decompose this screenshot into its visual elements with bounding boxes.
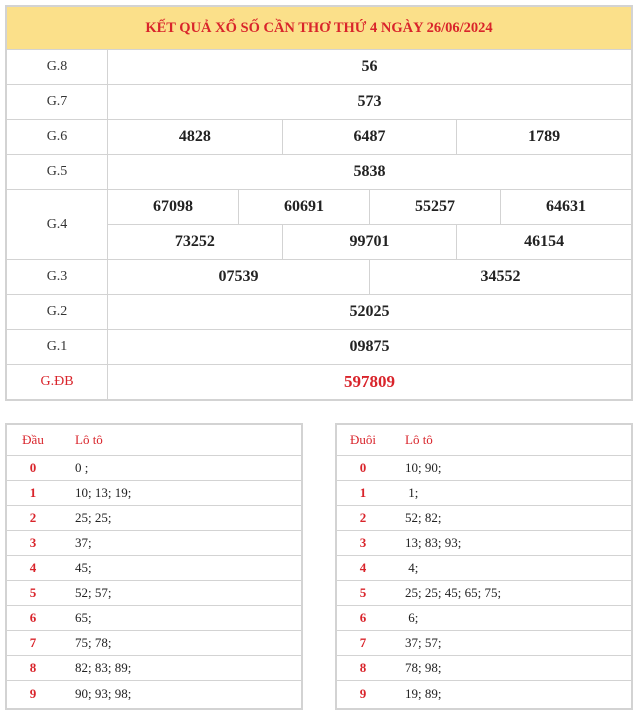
prize-row — [7, 190, 631, 260]
dau-numbers: 82; 83; 89; — [75, 660, 132, 675]
dau-numbers: 45; — [75, 560, 92, 575]
duoi-row — [337, 631, 631, 656]
prize-row — [7, 330, 631, 365]
prize-row — [7, 85, 631, 120]
dau-row — [7, 556, 301, 581]
prize-label: G.3 — [7, 260, 108, 294]
prize-values — [108, 85, 631, 119]
dau-numbers: 65; — [75, 610, 92, 625]
dau-digit: 6 — [29, 610, 37, 625]
prize-row — [7, 120, 631, 155]
duoi-digit: 0 — [359, 460, 367, 475]
prize-label: G.ĐB — [7, 365, 108, 399]
duoi-rows — [337, 456, 631, 706]
duoi-numbers: 78; 98; — [405, 660, 442, 675]
dau-header-row — [7, 425, 301, 456]
prize-label: G.4 — [7, 190, 108, 259]
prize-number: 73252 — [174, 233, 215, 250]
duoi-numbers: 37; 57; — [405, 635, 442, 650]
dau-row — [7, 631, 301, 656]
duoi-row — [337, 481, 631, 506]
prize-values — [108, 365, 631, 399]
prize-number: 67098 — [153, 198, 193, 215]
prize-number: 52025 — [349, 303, 390, 320]
dau-numbers: 25; 25; — [75, 510, 112, 525]
dau-row — [7, 656, 301, 681]
results-title: KẾT QUẢ XỔ SỐ CẦN THƠ THỨ 4 NGÀY 26/06/2024 — [7, 7, 631, 50]
dau-digit: 8 — [29, 660, 37, 675]
prize-number: 07539 — [218, 268, 259, 285]
prize-label: G.6 — [7, 120, 108, 154]
duoi-row — [337, 456, 631, 481]
prize-values — [108, 330, 631, 364]
prize-row — [7, 365, 631, 399]
prize-number: 6487 — [282, 120, 457, 154]
prize-line — [108, 330, 631, 364]
prize-number: 56 — [361, 58, 378, 75]
prize-values — [108, 295, 631, 329]
dau-row — [7, 481, 301, 506]
duoi-row — [337, 606, 631, 631]
duoi-digit: 1 — [359, 485, 367, 500]
prize-number: 46154 — [456, 225, 631, 259]
dau-digit: 1 — [29, 485, 37, 500]
duoi-numbers: 4; — [405, 560, 419, 575]
prize-values — [108, 50, 631, 84]
duoi-row — [337, 656, 631, 681]
dau-row — [7, 681, 301, 706]
prize-number: 34552 — [369, 260, 631, 294]
prize-number: 99701 — [282, 225, 457, 259]
dau-numbers: 10; 13; 19; — [75, 485, 132, 500]
prize-row — [7, 155, 631, 190]
prize-line — [108, 155, 631, 189]
duoi-header-value: Lô tô — [405, 432, 433, 447]
duoi-numbers: 52; 82; — [405, 510, 442, 525]
duoi-numbers: 6; — [405, 610, 419, 625]
prize-line — [108, 295, 631, 329]
prize-number: 55257 — [369, 190, 500, 224]
dau-digit: 0 — [29, 460, 37, 475]
prize-number: 09875 — [349, 338, 390, 355]
prize-line — [108, 190, 631, 224]
duoi-row — [337, 681, 631, 706]
duoi-digit: 8 — [359, 660, 367, 675]
prize-line — [108, 365, 631, 399]
prize-row — [7, 50, 631, 85]
prize-values — [108, 260, 631, 294]
dau-rows — [7, 456, 301, 706]
duoi-row — [337, 531, 631, 556]
duoi-digit: 6 — [359, 610, 367, 625]
duoi-loto-table — [335, 423, 633, 710]
duoi-row — [337, 556, 631, 581]
dau-row — [7, 531, 301, 556]
prize-row — [7, 260, 631, 295]
special-prize-number: 597809 — [344, 372, 395, 391]
duoi-header-key: Đuôi — [350, 432, 376, 447]
prize-label: G.5 — [7, 155, 108, 189]
duoi-digit: 2 — [359, 510, 367, 525]
duoi-header-row — [337, 425, 631, 456]
prize-number: 5838 — [353, 163, 386, 180]
dau-digit: 7 — [29, 635, 37, 650]
dau-digit: 4 — [29, 560, 37, 575]
prize-number: 1789 — [456, 120, 631, 154]
dau-loto-table — [5, 423, 303, 710]
prize-label: G.2 — [7, 295, 108, 329]
dau-numbers: 75; 78; — [75, 635, 112, 650]
prize-number: 573 — [357, 93, 382, 110]
duoi-numbers: 13; 83; 93; — [405, 535, 462, 550]
duoi-digit: 9 — [359, 685, 367, 701]
duoi-digit: 3 — [359, 535, 367, 550]
dau-digit: 3 — [29, 535, 37, 550]
dau-row — [7, 506, 301, 531]
prize-line — [108, 120, 631, 154]
dau-numbers: 52; 57; — [75, 585, 112, 600]
duoi-numbers: 19; 89; — [405, 685, 442, 701]
prize-number: 60691 — [238, 190, 369, 224]
dau-row — [7, 606, 301, 631]
dau-numbers: 90; 93; 98; — [75, 685, 132, 701]
prize-row — [7, 295, 631, 330]
duoi-digit: 7 — [359, 635, 367, 650]
prize-values — [108, 120, 631, 154]
duoi-numbers: 25; 25; 45; 65; 75; — [405, 585, 502, 600]
dau-digit: 9 — [29, 685, 37, 701]
results-table — [5, 5, 633, 401]
prize-values — [108, 155, 631, 189]
prize-line — [108, 224, 631, 259]
dau-numbers: 0 ; — [75, 460, 89, 475]
prize-values — [108, 190, 631, 259]
prize-line — [108, 85, 631, 119]
dau-digit: 5 — [29, 585, 37, 600]
dau-row — [7, 456, 301, 481]
duoi-row — [337, 506, 631, 531]
prize-line — [108, 50, 631, 84]
dau-header-key: Đầu — [22, 432, 44, 447]
duoi-numbers: 10; 90; — [405, 460, 442, 475]
dau-row — [7, 581, 301, 606]
prize-number: 64631 — [500, 190, 631, 224]
prize-line — [108, 260, 631, 294]
prize-rows — [7, 50, 631, 399]
prize-label: G.1 — [7, 330, 108, 364]
dau-header-value: Lô tô — [75, 432, 103, 447]
duoi-row — [337, 581, 631, 606]
duoi-digit: 4 — [359, 560, 367, 575]
duoi-digit: 5 — [359, 585, 367, 600]
prize-number: 4828 — [178, 128, 211, 145]
prize-label: G.8 — [7, 50, 108, 84]
dau-numbers: 37; — [75, 535, 92, 550]
prize-label: G.7 — [7, 85, 108, 119]
dau-digit: 2 — [29, 510, 37, 525]
duoi-numbers: 1; — [405, 485, 419, 500]
